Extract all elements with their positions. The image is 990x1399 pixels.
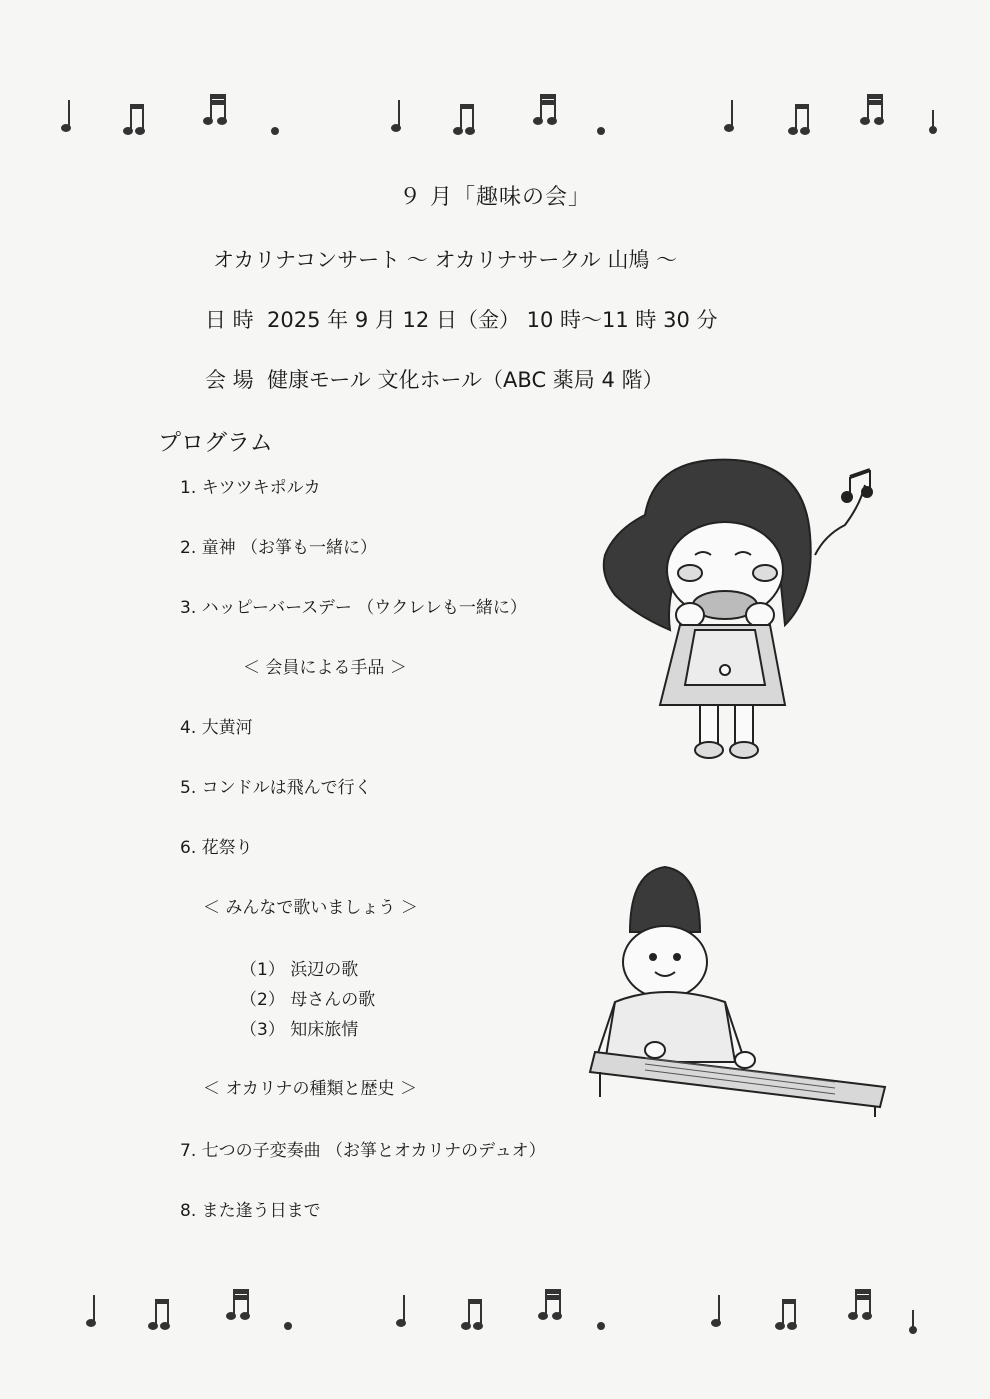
page-title: ９ 月「趣味の会」 xyxy=(399,185,591,210)
datetime-label: 日 時 xyxy=(205,308,254,332)
venue-value: 健康モール 文化ホール（ABC 薬局 4 階） xyxy=(267,368,664,392)
boy-playing-koto-illustration xyxy=(585,862,895,1122)
program-item: 3. ハッピーバースデー （ウクレレも一緒に） xyxy=(180,598,527,618)
program-interlude: ＜ みんなで歌いましょう ＞ xyxy=(203,898,418,918)
datetime-line xyxy=(205,304,718,334)
girl-playing-ocarina-illustration xyxy=(585,455,895,775)
music-notes-border-bottom-icon xyxy=(0,1285,990,1355)
program-item: 8. また逢う日まで xyxy=(180,1201,321,1221)
datetime-value: 2025 年 9 月 12 日（金） 10 時～11 時 30 分 xyxy=(267,308,718,332)
venue-line xyxy=(205,364,664,394)
program-item: 7. 七つの子変奏曲 （お箏とオカリナのデュオ） xyxy=(180,1141,546,1161)
program-heading: プログラム xyxy=(158,430,273,456)
program-item: 5. コンドルは飛んで行く xyxy=(180,778,372,798)
program-item: 4. 大黄河 xyxy=(180,718,253,738)
program-item: 2. 童神 （お箏も一緒に） xyxy=(180,538,378,558)
concert-title: オカリナコンサート ～ オカリナサークル 山鳩 ～ xyxy=(213,248,678,272)
program-song: （3） 知床旅情 xyxy=(240,1020,359,1040)
program-song: （1） 浜辺の歌 xyxy=(240,960,359,980)
program-interlude: ＜ オカリナの種類と歴史 ＞ xyxy=(203,1079,417,1099)
program-song: （2） 母さんの歌 xyxy=(240,990,376,1010)
music-notes-border-top-icon xyxy=(0,90,990,160)
venue-label: 会 場 xyxy=(205,368,254,392)
program-item: 1. キツツキポルカ xyxy=(180,478,321,498)
program-interlude: ＜ 会員による手品 ＞ xyxy=(243,658,407,678)
program-item: 6. 花祭り xyxy=(180,838,253,858)
